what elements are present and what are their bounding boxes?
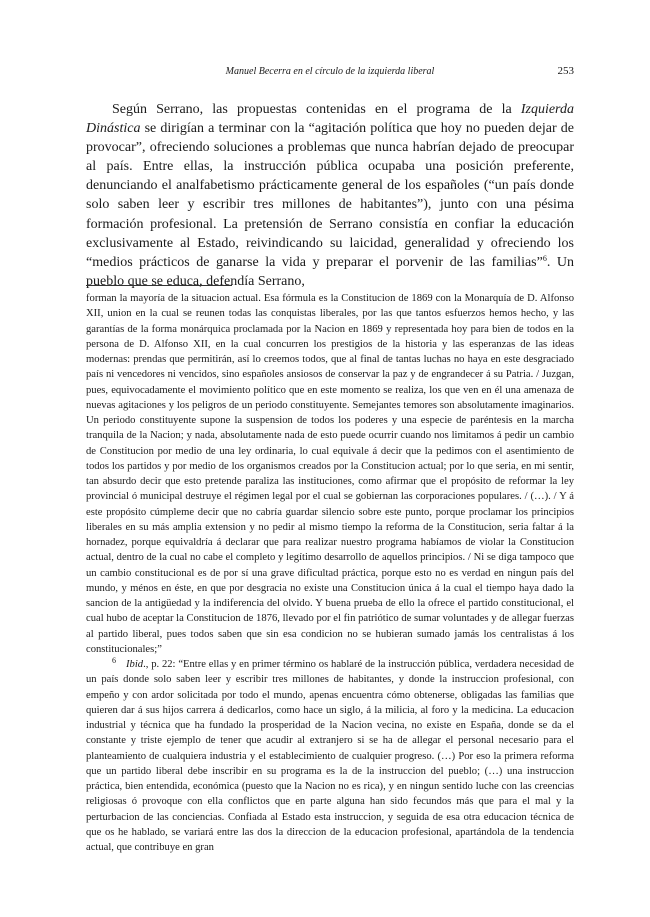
page-number: 253	[557, 65, 574, 77]
footnote-continuation: forman la mayoría de la situacion actual. Esa fórmula es la Constitucion de 1869 con la Monarquía de D. Alfonso XII, union en la cual se reunen todas las conquistas liberales, por las que tantos esfuerzos hemos hecho, y las garantías de la forma monárquica proclamada por la Nacion en 1869 y representada hoy para bien de todos en la persona de D. Alfonso XII, en la cual concurren los prestigios de la historia y las esperanzas de las ideas modernas: prendas que permitirán, así lo creemos todos, que al final de tantas luchas no haya en este desgraciado país ni vencedores ni vencidos, sino españoles ansiosos de conservar la paz y de engrandecer á su Patria. / Juzgan, pues, equivocadamente el movimiento político que en este momento se realiza, los que ven en él una amenaza de nuevas agitaciones y los peligros de un periodo constituyente. Semejantes temores son absolutamente imaginarios. Un periodo constituyente supone la suspension de todos los poderes y una especie de paréntesis en la marcha tranquila de la Nacion; y nada, absolutamente nada de esto puede ocurrir cuando nos limitamos á pedir un cambio de Constitucion por medio de una ley ordinaria, lo cual equivale á decir que la pedimos con el asentimiento de todos los partidos y por medio de los organismos creados por la Constitucion actual; por lo que seria, en mi sentir, tan absurdo decir que esto pretende paraliza las instituciones, como afirmar que el propósito de reformar la ley provincial ó municipal destruye el régimen legal por el cual se gobiernan las corporaciones populares. / (…). / Y á este propósito cúmpleme decir que no cabría guardar silencio sobre este punto, porque proclamar los principios liberales en su más amplia extension y no pedir al mismo tiempo la reforma de la Constitucion, seria faltar á la hornadez, porque equivaldría á declarar que para realizar nuestro programa habíamos de violar la Constitucion actual, dentro de la cual no cabe el completo y legítimo desarrollo de aquellos principios. / Ni se diga tampoco que un cambio constitucional es de por sí una grave dificultad práctica, porque esto no es verdad en ningun país del mundo, y ménos en éste, en que por desgracia no existe una Constitucion única á la cual el tiempo haya dado la sancion de la antigüedad y la indiferencia del olvido. Y buena prueba de ello la ofrece el partido constitucional, el cual hubo de aceptar la Constitucion de 1876, llevado por el fin patriótico de sumar voluntades y de allegar fuerzas al partido liberal, pues todos saben que sin esa condicion no se hubieran sumado jamás los centralistas á los constitucionales;”	[86, 293, 574, 655]
footnote-6-ibid: Ibid	[126, 659, 144, 670]
body-paragraph	[86, 100, 574, 291]
footnote-6	[86, 657, 574, 855]
footnote-reference-6[interactable]: 6	[542, 253, 547, 263]
party-name-italic: Izquierda Dinástica	[86, 102, 574, 137]
body-text-part-2: se dirigían a terminar con la “agitación política que hoy no pueden dejar de provocar”, ofreciendo soluciones a problemas que nunca habrían dejado de preocupar al país. Entre ellas, la instrucción pública ocupaba una posición preferente, denunciando el analfabetismo prácticamente general de los españoles (“un país donde solo saben leer y escribir tres millones de habitantes”), junto con una pésima formación profesional. La pretensión de Serrano consistía en confiar la educación exclusivamente al Estado, reivindicando su laicidad, generalidad y ofreciendo los “medios prácticos de ganarse la vida y preparar el porvenir de las familias”	[86, 121, 574, 270]
running-title: Manuel Becerra en el círculo de la izquierda liberal	[225, 66, 435, 77]
footnote-6-marker: 6	[112, 656, 116, 665]
body-text-part-1: Según Serrano, las propuestas contenidas en el programa de la	[112, 102, 521, 117]
footnotes	[86, 291, 574, 855]
footnote-6-text: ., p. 22: “Entre ellas y en primer término os hablaré de la instrucción pública, verdadera necesidad de un país donde solo saben leer y escribir tres millones de habitantes, y donde la instruccion profesional, con empeño y con ardor solicitada por todo el mundo, apenas encuentra cómo obtenerse, obligadas las familias que quieren dar á sus hijos carrera á dedicarlos, como hace un siglo, á la milicia, al foro y la medicina. La educacion industrial y técnica que ha fundado la prosperidad de la Nacion vecina, no existe en España, donde se da el constante y triste ejemplo de tener que acudir al extranjero si se ha de allegar el personal necesario para el planteamiento de cualquiera industria y el establecimiento de cualquier progreso. (…) Por eso la primera reforma que un partido liberal debe inscribir en su programa es la de la instruccion del pueblo; (…) una instruccion práctica, bien entendida, económica (puesto que la Nacion no es rica), y en ningun sentido luche con las creencias religiosas ó provoque con ella conflictos que en parte alguna han sido fecundos más que para el mal y la perturbacion de las conciencias. Confiada al Estado esta instruccion, y seguida de esa otra educacion técnica de que os he hablado, se variará entre las dos la direccion de la educacion profesional, apartándola de la tendencia actual, que contribuye en gran	[86, 659, 574, 853]
running-head	[86, 66, 574, 82]
body-text-part-3: . Un pueblo que se educa, defendía Serrano,	[86, 254, 574, 289]
footnote-separator	[86, 285, 232, 286]
